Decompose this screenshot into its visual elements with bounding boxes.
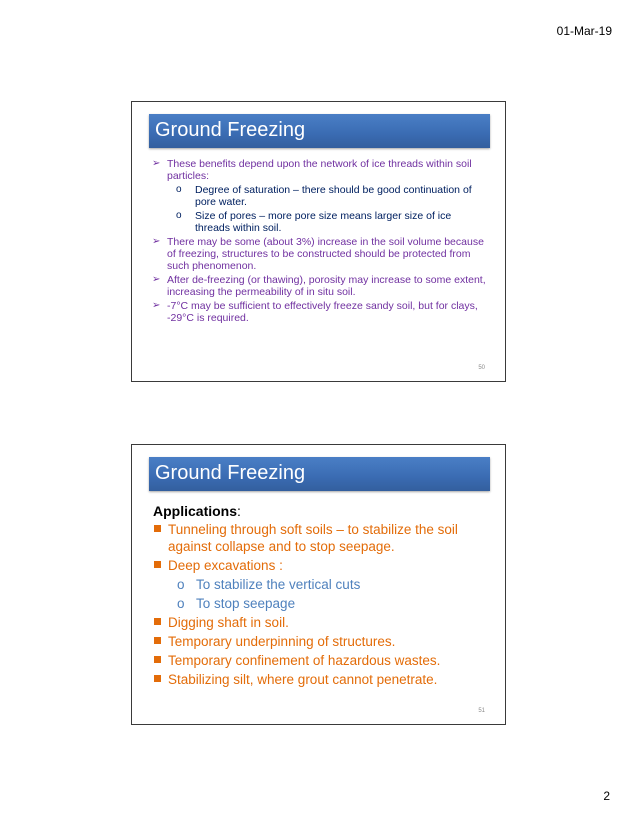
square-bullet-icon [154,656,161,663]
slide-title: Ground Freezing [155,462,306,484]
circle-bullet-icon: o [176,184,182,195]
bullet-item: ➢ -7°C may be sufficient to effectively freeze sandy soil, but for clays, -29°C is required. [152,300,478,324]
bullet-item: Tunneling through soft soils – to stabilize the soil against collapse and to stop seepage. [153,521,493,555]
bullet-item: ➢ There may be some (about 3%) increase in the soil volume because of freezing, structures to be constructed should be protected from such phenomenon. [152,236,484,272]
sub-bullet-item: o To stop seepage [177,596,296,611]
bullet-item: Temporary underpinning of structures. [153,633,493,650]
slide-number: 51 [478,708,485,714]
bullet-item: Digging shaft in soil. [153,614,493,631]
sub-bullet-item: o Degree of saturation – there should be good continuation of pore water. [176,184,472,208]
slide-51 [131,444,506,725]
square-bullet-icon [154,561,161,568]
square-bullet-icon [154,637,161,644]
arrow-bullet-icon: ➢ [152,274,161,285]
bullet-item: ➢ These benefits depend upon the network of ice threads within soil particles: [152,158,472,182]
slide-title-bar [149,114,490,148]
square-bullet-icon [154,618,161,625]
arrow-bullet-icon: ➢ [152,158,161,169]
page-date: 01-Mar-19 [556,24,612,38]
applications-heading: Applications: [153,503,241,519]
square-bullet-icon [154,675,161,682]
slide-title: Ground Freezing [155,119,306,141]
bullet-item: ➢ After de-freezing (or thawing), porosity may increase to some extent, increasing the permeability of in situ soil. [152,274,486,298]
slide-title-bar [149,457,490,491]
arrow-bullet-icon: ➢ [152,300,161,311]
square-bullet-icon [154,525,161,532]
circle-bullet-icon: o [176,210,182,221]
arrow-bullet-icon: ➢ [152,236,161,247]
slide-number: 50 [478,365,485,371]
slide-50 [131,101,506,382]
bullet-item: Temporary confinement of hazardous wastes. [153,652,493,669]
slide-body [152,158,487,326]
bullet-item: Stabilizing silt, where grout cannot penetrate. [153,671,493,688]
bullet-item: Deep excavations : [153,557,493,574]
circle-bullet-icon: o [177,596,185,611]
sub-bullet-item: o To stabilize the vertical cuts [177,577,361,592]
page-number: 2 [603,789,610,803]
circle-bullet-icon: o [177,577,185,592]
slide-body [153,502,493,690]
sub-bullet-item: o Size of pores – more pore size means larger size of ice threads within soil. [176,210,452,234]
